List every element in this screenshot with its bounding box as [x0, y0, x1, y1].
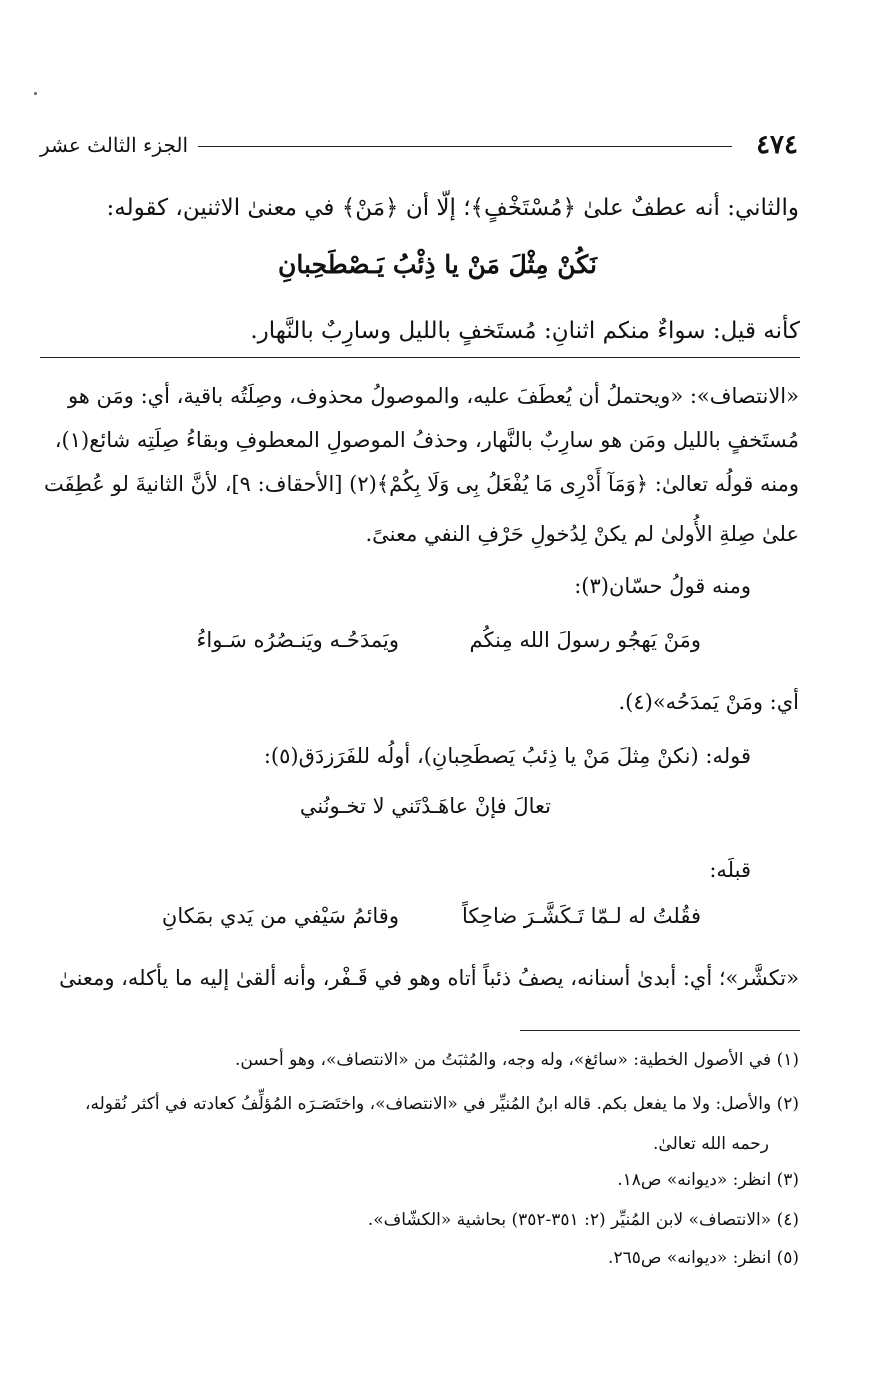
footnote-rule [520, 1030, 800, 1031]
footnote-2-cont: رحمه الله تعالىٰ. [653, 1134, 769, 1154]
verse3-second-hemistich: وقائمُ سَيْفي من يَدي بمَكانِ [161, 904, 399, 928]
commentary-line-5: ومنه قولُ حسّان(٣): [574, 574, 751, 598]
after-verse1: أي: ومَنْ يَمدَحُه»(٤). [618, 690, 799, 714]
footnote-4: (٤) «الانتصاف» لابن المُنيِّر (٢: ٣٥١-٣٥٢) بحاشية «الكشّاف». [367, 1210, 799, 1230]
main-text-line-3: كأنه قيل: سواءٌ منكم اثنانِ: مُستَخفٍ بالليل وسارِبٌ بالنَّهار. [250, 318, 800, 344]
commentary-last-line: «تكشَّر»؛ أي: أبدىٰ أسنانه، يصفُ ذئباً أتاه وهو في قَـفْر، وأنه ألقىٰ إليه ما يأكله، ومعنىٰ [59, 966, 799, 990]
commentary-line-4: علىٰ صِلةِ الأُولىٰ لم يكنْ لِدُخولِ حَرْفِ النفي معنىً. [365, 522, 799, 546]
verse2-hemistich: تعالَ فإنْ عاهَـدْتَني لا تخـونُني [299, 794, 551, 818]
page-number: ٤٧٤ [756, 130, 798, 160]
footnote-2: (٢) والأصل: ولا ما يفعل بكم. قاله ابنُ المُنيِّر في «الانتصاف»، واختَصَـرَه المُؤلِّفُ كعادته في أكثر نُقوله، [84, 1094, 799, 1114]
qablahu-line: قبلَه: [709, 858, 751, 882]
commentary-line-1: «الانتصاف»: «ويحتملُ أن يُعطَفَ عليه، والموصولُ محذوف، وصِلَتُه باقية، أي: ومَن هو [67, 384, 799, 408]
footnote-1: (١) في الأصول الخطية: «سائغ»، وله وجه، والمُثبَتُ من «الانتصاف»، وهو أحسن. [235, 1050, 799, 1070]
verse3-first-hemistich: فقُلتُ له لـمّا تَـكَشَّـرَ ضاحِكاً [462, 904, 701, 928]
text-separator [40, 357, 800, 358]
header-rule [198, 146, 732, 147]
main-text-line-1: والثاني: أنه عطفٌ علىٰ ﴿مُسْتَخْفٍ﴾؛ إلّا أن ﴿مَنْ﴾ في معنىٰ الاثنين، كقوله: [106, 195, 799, 221]
verse1-second-hemistich: ويَمدَحُـه ويَنـصُرُه سَـواءُ [196, 628, 399, 652]
commentary-line-3: ومنه قولُه تعالىٰ: ﴿وَمَآ أَدْرِى مَا يُفْعَلُ بِى وَلَا بِكُمْ﴾(٢) [الأحقاف: ٩]، لأنَّ الثانيةَ لو عُطِفَت [43, 472, 799, 496]
qawluhu-line: قوله: (نكنْ مِثلَ مَنْ يا ذِئبُ يَصطَحِبانِ)، أولُه للفَرَزدَق(٥): [263, 744, 751, 768]
scan-speck [34, 92, 37, 95]
footnote-3: (٣) انظر: «ديوانه» ص١٨. [617, 1170, 799, 1190]
footnote-5: (٥) انظر: «ديوانه» ص٢٦٥. [608, 1248, 799, 1268]
commentary-line-2: مُستَخفٍ بالليل ومَن هو سارِبٌ بالنَّهار، وحذفُ الموصولِ المعطوفِ وبقاءُ صِلَتِه شائع(١)، [54, 428, 799, 452]
verse1-first-hemistich: ومَنْ يَهجُو رسولَ الله مِنكُم [469, 628, 701, 652]
main-verse: نَكُنْ مِثْلَ مَنْ يا ذِئْبُ يَـصْطَحِبانِ [278, 250, 597, 279]
page-header [40, 130, 798, 162]
running-head: الجزء الثالث عشر [40, 133, 189, 157]
